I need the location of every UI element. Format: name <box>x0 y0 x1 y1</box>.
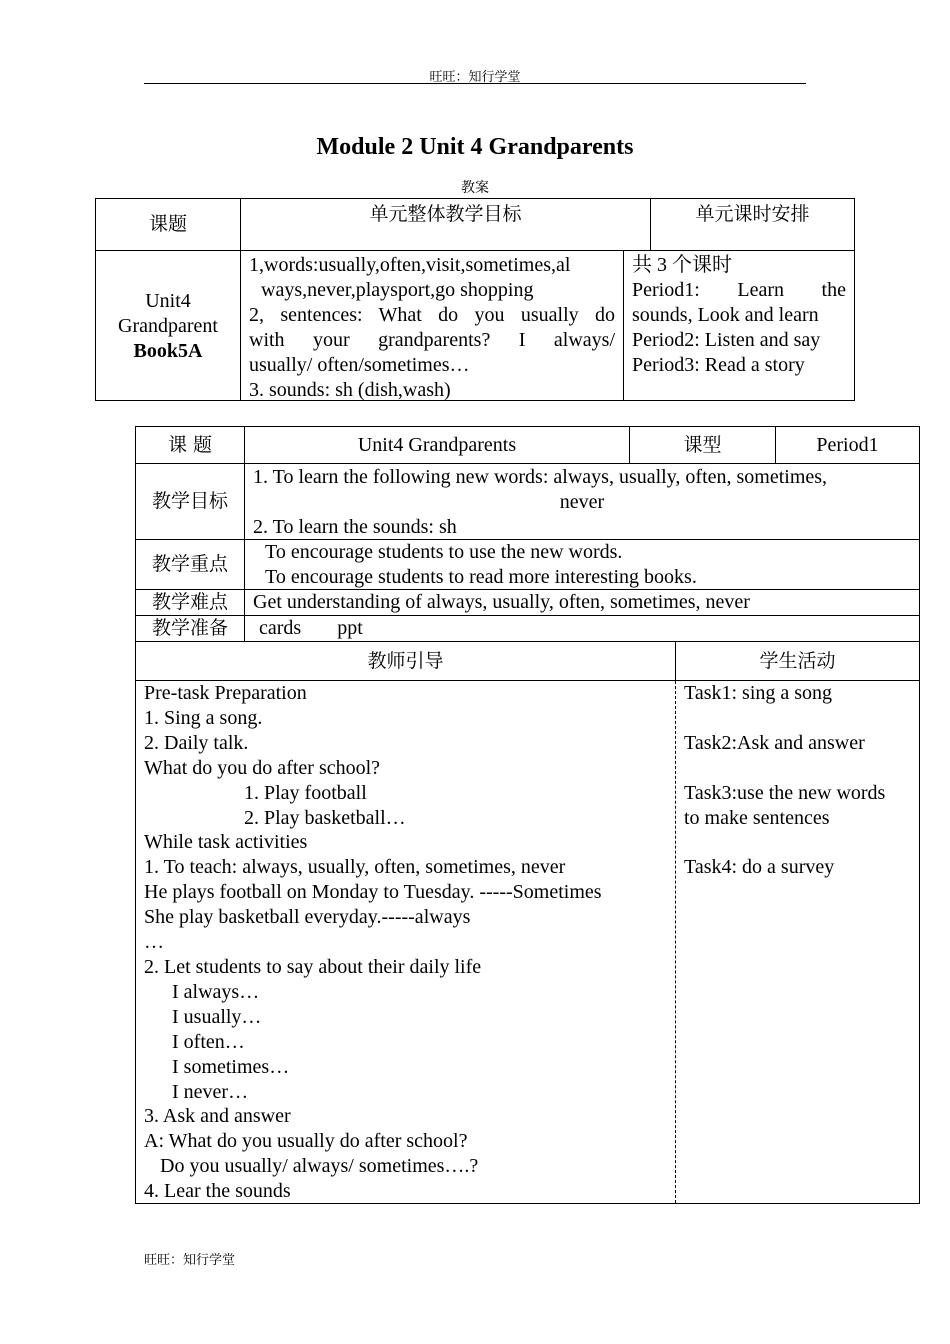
teacher-line: 1. Sing a song. <box>144 706 263 729</box>
teacher-line: What do you do after school? <box>144 756 381 779</box>
unit-topic-cell <box>95 250 241 401</box>
prep-cell <box>244 615 920 642</box>
unit-schedule-line: Period2: Listen and say <box>632 329 821 351</box>
student-task: Task4: do a survey <box>684 856 835 879</box>
student-activity-header: 学生活动 <box>675 641 920 681</box>
unit-topic-book: Book5A <box>133 340 203 362</box>
teacher-guide-header: 教师引导 <box>135 641 676 681</box>
student-task: Task3:use the new words <box>684 781 886 804</box>
objective-line: 2. To learn the sounds: sh <box>253 516 457 538</box>
student-activity-content <box>684 681 916 880</box>
unit-schedule-line: 共 3 个课时 <box>632 254 732 276</box>
page-header: 旺旺：知行学堂 <box>429 70 521 85</box>
teacher-line: She play basketball everyday.-----always <box>144 906 471 929</box>
keypoints-cell <box>244 539 920 590</box>
lesson-type-value: Period1 <box>775 426 920 464</box>
teacher-line: I always… <box>172 980 260 1003</box>
unit-goal-line: 2, sentences: What do you usually do <box>249 304 615 326</box>
prep-label: 教学准备 <box>135 615 245 642</box>
lesson-topic-value: Unit4 Grandparents <box>244 426 630 464</box>
unit-goal-line: 1,words:usually,often,visit,sometimes,al <box>249 254 571 276</box>
objectives-cell <box>244 463 920 540</box>
column-divider <box>675 681 676 1203</box>
teacher-line: I often… <box>172 1030 245 1053</box>
page-footer: 旺旺：知行学堂 <box>144 1253 236 1268</box>
teacher-line: 1. To teach: always, usually, often, sometimes, never <box>144 856 566 879</box>
teacher-line: A: What do you usually do after school? <box>144 1130 468 1153</box>
student-task: Task1: sing a song <box>684 682 833 704</box>
unit-topic-line2: Grandparent <box>118 315 218 337</box>
unit-goal-line: ways,never,playsport,go shopping <box>261 279 534 301</box>
unit-goal-line: with your grandparents? I always/ <box>249 329 615 351</box>
objective-line: never <box>559 491 605 513</box>
document-title: Module 2 Unit 4 Grandparents <box>316 134 634 160</box>
teacher-line: 2. Daily talk. <box>144 731 249 754</box>
prep-item-cards: cards <box>259 617 302 639</box>
lesson-type-label: 课型 <box>629 426 776 464</box>
teacher-line: I sometimes… <box>172 1055 290 1078</box>
student-task: to make sentences <box>684 806 830 829</box>
teacher-line: 2. Play basketball… <box>244 806 406 829</box>
header-divider <box>144 83 806 84</box>
teacher-line: Pre-task Preparation <box>144 682 307 704</box>
keypoints-label: 教学重点 <box>135 539 245 590</box>
unit-header-topic: 课题 <box>95 198 241 251</box>
teacher-line: 1. Play football <box>244 781 367 804</box>
unit-goal-line: usually/ often/sometimes… <box>249 354 470 376</box>
unit-goal-line: 3. sounds: sh (dish,wash) <box>249 379 451 401</box>
teacher-line: While task activities <box>144 831 308 854</box>
teacher-line: 3. Ask and answer <box>144 1105 291 1128</box>
document-subtitle: 教案 <box>461 180 489 196</box>
teacher-line: … <box>144 931 164 954</box>
teacher-line: He plays football on Monday to Tuesday. -----Sometimes <box>144 881 602 904</box>
unit-schedule-line: Period1: Learn the <box>632 279 846 301</box>
teacher-line: I usually… <box>172 1005 262 1028</box>
difficulty-label: 教学难点 <box>135 589 245 616</box>
teacher-guide-content <box>144 681 669 1204</box>
prep-item-ppt: ppt <box>337 617 363 639</box>
unit-header-goals: 单元整体教学目标 <box>240 198 651 251</box>
teacher-line: Do you usually/ always/ sometimes….? <box>160 1155 479 1178</box>
objectives-label: 教学目标 <box>135 463 245 540</box>
teacher-line: 4. Lear the sounds <box>144 1180 291 1203</box>
unit-goals-cell <box>240 250 624 401</box>
unit-topic-line1: Unit4 <box>145 290 191 312</box>
teacher-line: I never… <box>172 1080 249 1103</box>
objective-line: 1. To learn the following new words: always, usually, often, sometimes, <box>253 466 828 488</box>
difficulty-value: Get understanding of always, usually, often, sometimes, never <box>244 589 920 616</box>
student-task: Task2:Ask and answer <box>684 731 865 754</box>
teacher-line: 2. Let students to say about their daily life <box>144 955 482 978</box>
lesson-topic-label: 课 题 <box>135 426 245 464</box>
unit-header-schedule: 单元课时安排 <box>650 198 855 251</box>
keypoint-line: To encourage students to use the new words. <box>265 541 623 563</box>
unit-schedule-line: Period3: Read a story <box>632 354 805 376</box>
unit-schedule-cell <box>623 250 855 401</box>
unit-schedule-line: sounds, Look and learn <box>632 304 819 326</box>
keypoint-line: To encourage students to read more interesting books. <box>265 566 697 588</box>
